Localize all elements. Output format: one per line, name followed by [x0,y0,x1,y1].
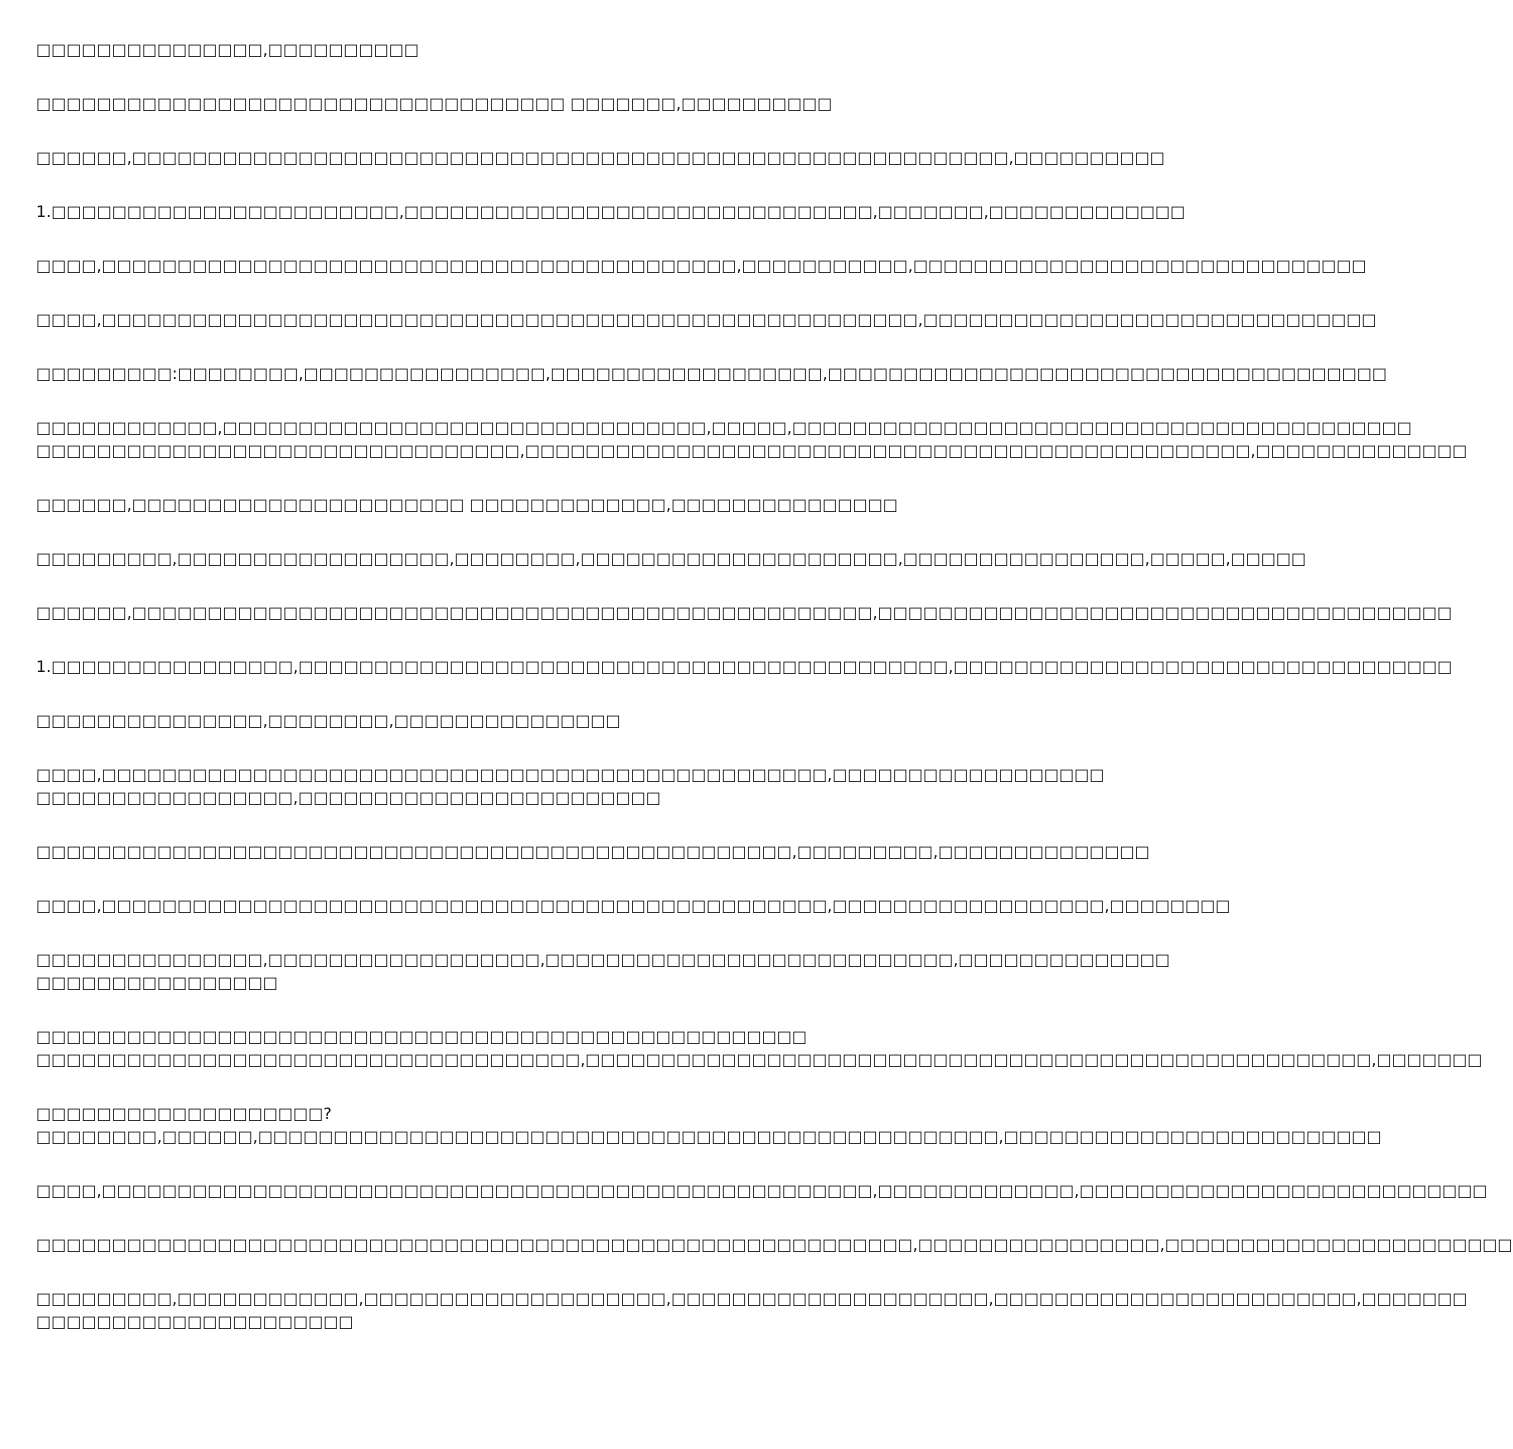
paragraph [36,1025,1483,1071]
paragraph [36,416,1468,462]
paragraph [36,362,1387,385]
text-line: 1.□□□□□□□□□□□□□□□□□□□□□□□,□□□□□□□□□□□□□□□□□□□□□□□□□□□□□□□,□□□□□□□,□□□□□□□□□□□□□ [36,202,1186,221]
text-line: □□□□□□□□□,□□□□□□□□□□□□,□□□□□□□□□□□□□□□□□□□□,□□□□□□□□□□□□□□□□□□□□□,□□□□□□□□□□□□□□□□□□□□□□□□,□□□□□□□ [36,1289,1468,1308]
text-line: □□□□,□□□□□□□□□□□□□□□□□□□□□□□□□□□□□□□□□□□□□□□□□□□□□□□□□□□□□□,□□□□□□□□□□□□□□□□□□□□□□□□□□□□□□ [36,310,1377,329]
text-line: □□□□,□□□□□□□□□□□□□□□□□□□□□□□□□□□□□□□□□□□□□□□□□□□□□□□□□□□,□□□□□□□□□□□□□,□□□□□□□□□□□□□□□□□□□□□□□□□□□ [36,1181,1488,1200]
paragraph [36,547,1307,570]
text-line: □□□□□□□□□□□□□□□,□□□□□□□□□□ [36,40,420,59]
text-line: □□□□,□□□□□□□□□□□□□□□□□□□□□□□□□□□□□□□□□□□□□□□□□□□□□□□□,□□□□□□□□□□□□□□□□□□,□□□□□□□□ [36,896,1231,915]
text-line: □□□□□□□□□□□□□□□□□□□□□ [36,1312,354,1331]
text-line: □□□□□□□□□□□□□□□□□□□□□□□□□□□□□□□□□□□□□□□□□□□□□□□□□□,□□□□□□□□□,□□□□□□□□□□□□□□ [36,842,1150,861]
paragraph [36,709,988,732]
paragraph [36,92,988,115]
text-line: □□□□□□□□□□□□□□□,□□□□□□□□,□□□□□□□□□□□□□□□ [36,711,621,730]
document-body [36,38,1513,1364]
text-line: □□□□□□□□□□□□□□□□□□□□□□□□□□□□□□□□□□□□,□□□□□□□□□□□□□□□□□□□□□□□□□□□□□□□□□□□□□□□□□□□□□□□□□□□□,□□□□□□□ [36,1050,1483,1069]
paragraph [36,493,988,516]
paragraph [36,601,1453,624]
text-line: □□□□□□□□□□□□□□□□□□□□□□□□□□□□□□□□□□□□□□□□□□□□□□□□□□□ [36,1027,807,1046]
paragraph [36,655,1453,678]
paragraph [36,840,1150,863]
text-line: □□□□□□□□□□□□□□□□□□□□□□□□□□□□□□□□□□□□□□□□□□□□□□□□□□□□□□□□□□,□□□□□□□□□□□□□□□□,□□□□□□□□□□□□□□□□□□□□□□□ [36,1235,1513,1254]
text-line: 1.□□□□□□□□□□□□□□□□,□□□□□□□□□□□□□□□□□□□□□□□□□□□□□□□□□□□□□□□□□□□,□□□□□□□□□□□□□□□□□□□□□□□□□□□□□□□□□ [36,657,1453,676]
text-line: □□□□□□□□,□□□□□□,□□□□□□□□□□□□□□□□□□□□□□□□□□□□□□□□□□□□□□□□□□□□□□□□□,□□□□□□□□□□□□□□□□□□□□□□□□□ [36,1127,1382,1146]
paragraph [36,1287,1468,1333]
text-line: □□□□□□□□□□□□,□□□□□□□□□□□□□□□□□□□□□□□□□□□□□□□□,□□□□□,□□□□□□□□□□□□□□□□□□□□□□□□□□□□□□□□□□□□□□□□□ [36,418,1412,437]
text-line: □□□□□□□□□□□□□□□□□□□□□□□□□□□□□□□□,□□□□□□□□□□□□□□□□□□□□□□□□□□□□□□□□□□□□□□□□□□□□□□□□,□□□□□□□□□□□□□□ [36,441,1468,460]
paragraph [36,1179,1488,1202]
text-line: □□□□□□□□□□□□□□□,□□□□□□□□□□□□□□□□□□,□□□□□□□□□□□□□□□□□□□□□□□□□□□,□□□□□□□□□□□□□□ [36,950,1170,969]
text-line: □□□□□□□□□□□□□□□□ [36,973,278,992]
paragraph [36,308,1377,331]
paragraph [36,948,1170,994]
text-line: □□□□□□,□□□□□□□□□□□□□□□□□□□□□□□□□□□□□□□□□□□□□□□□□□□□□□□□□,□□□□□□□□□□□□□□□□□□□□□□□□□□□□□□□□□□□□□□ [36,603,1453,622]
text-line: □□□□□□□□□,□□□□□□□□□□□□□□□□□□,□□□□□□□□,□□□□□□□□□□□□□□□□□□□□□,□□□□□□□□□□□□□□□□,□□□□□,□□□□□ [36,549,1307,568]
text-line: □□□□□□□□□□□□□□□□□□□□□□□□□□□□□□□□□□□ □□□□□□□,□□□□□□□□□□ [36,94,833,113]
text-line: □□□□□□□□□□□□□□□□□,□□□□□□□□□□□□□□□□□□□□□□□□ [36,788,661,807]
text-line: □□□□,□□□□□□□□□□□□□□□□□□□□□□□□□□□□□□□□□□□□□□□□□□,□□□□□□□□□□□,□□□□□□□□□□□□□□□□□□□□□□□□□□□□□□ [36,256,1367,275]
text-line: □□□□□□,□□□□□□□□□□□□□□□□□□□□□□□□□□□□□□□□□□□□□□□□□□□□□□□□□□□□□□□□□□,□□□□□□□□□□ [36,148,1165,167]
paragraph [36,1233,1513,1256]
text-line: □□□□□□,□□□□□□□□□□□□□□□□□□□□□□ □□□□□□□□□□□□□,□□□□□□□□□□□□□□□ [36,495,898,514]
text-line: □□□□□□□□□□□□□□□□□□□? [36,1104,332,1123]
paragraph [36,1102,1382,1148]
paragraph [36,146,1165,169]
paragraph [36,763,1105,809]
paragraph [36,38,988,61]
text-line: □□□□,□□□□□□□□□□□□□□□□□□□□□□□□□□□□□□□□□□□□□□□□□□□□□□□□,□□□□□□□□□□□□□□□□□□ [36,765,1105,784]
paragraph [36,254,1367,277]
paragraph [36,200,1186,223]
text-line: □□□□□□□□□:□□□□□□□□,□□□□□□□□□□□□□□□□,□□□□□□□□□□□□□□□□□□,□□□□□□□□□□□□□□□□□□□□□□□□□□□□□□□□□□□□□ [36,364,1387,383]
paragraph [36,894,1231,917]
